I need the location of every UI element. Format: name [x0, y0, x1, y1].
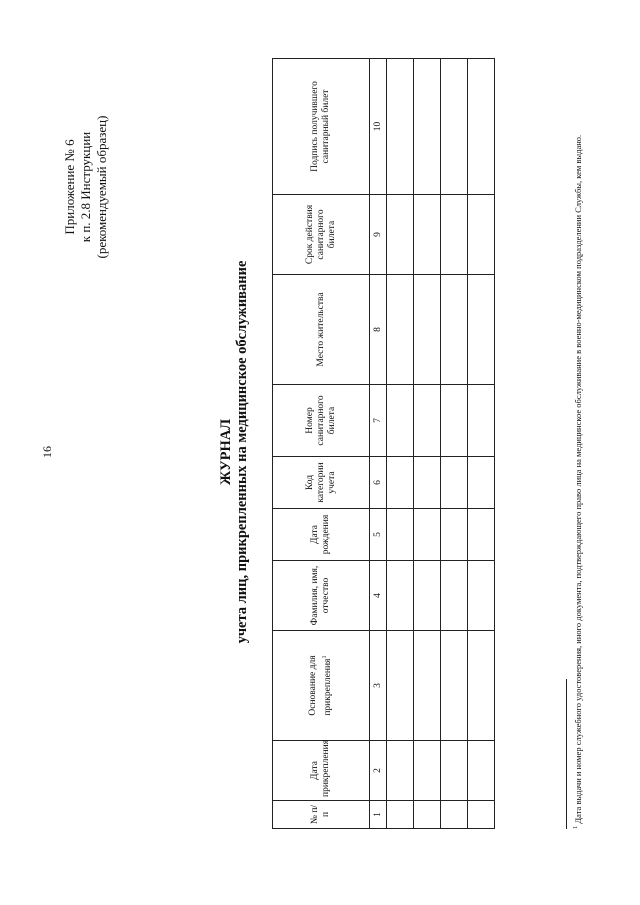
table-row	[414, 59, 441, 829]
footnote	[570, 59, 584, 829]
column-number: 8	[370, 275, 387, 385]
table-row	[441, 59, 468, 829]
journal-title	[218, 47, 250, 857]
column-number: 6	[370, 457, 387, 509]
table-row	[387, 59, 414, 829]
rotated-sheet	[40, 47, 600, 857]
footnote-text: Дата выдачи и номер служебного удостоверения, иного документа, подтверждающего право лица на медицинское обслуживание в военно-медицинском подразделении Службы, кем выдано.	[572, 134, 583, 824]
header-text: Основание для прикрепления	[307, 655, 334, 716]
header-cell: Фамилия, имя, отчество	[273, 561, 370, 631]
column-number-row	[370, 59, 387, 829]
header-cell: Дата прикрепления	[273, 741, 370, 801]
appendix-heading	[62, 67, 110, 307]
header-cell	[273, 631, 370, 741]
header-cell: Срок действия санитарного билета	[273, 195, 370, 275]
header-cell: Код категории учета	[273, 457, 370, 509]
column-number: 2	[370, 741, 387, 801]
header-cell: № п/п	[273, 801, 370, 829]
column-number: 7	[370, 385, 387, 457]
footnote-mark: 1	[320, 655, 328, 659]
header-cell: Номер санитарного билета	[273, 385, 370, 457]
journal-table	[272, 58, 495, 829]
table-header-row	[273, 59, 370, 829]
page-number: 16	[40, 446, 54, 458]
column-number: 4	[370, 561, 387, 631]
footnote-mark: 1	[572, 825, 579, 829]
header-cell: Дата рождения	[273, 509, 370, 561]
appendix-line-3: (рекомендуемый образец)	[94, 115, 109, 259]
column-number: 1	[370, 801, 387, 829]
appendix-line-2: к п. 2.8 Инструкции	[78, 131, 93, 243]
header-cell: Место жительства	[273, 275, 370, 385]
column-number: 5	[370, 509, 387, 561]
table-row	[468, 59, 495, 829]
journal-title-line-1: ЖУРНАЛ	[218, 418, 234, 486]
column-number: 3	[370, 631, 387, 741]
header-cell: Подпись получившего санитарный билет	[273, 59, 370, 195]
column-number: 10	[370, 59, 387, 195]
footnote-divider	[566, 679, 567, 829]
column-number: 9	[370, 195, 387, 275]
appendix-line-1: Приложение № 6	[62, 139, 77, 235]
journal-title-line-2: учета лиц, прикрепленных на медицинское обслуживание	[234, 260, 250, 644]
